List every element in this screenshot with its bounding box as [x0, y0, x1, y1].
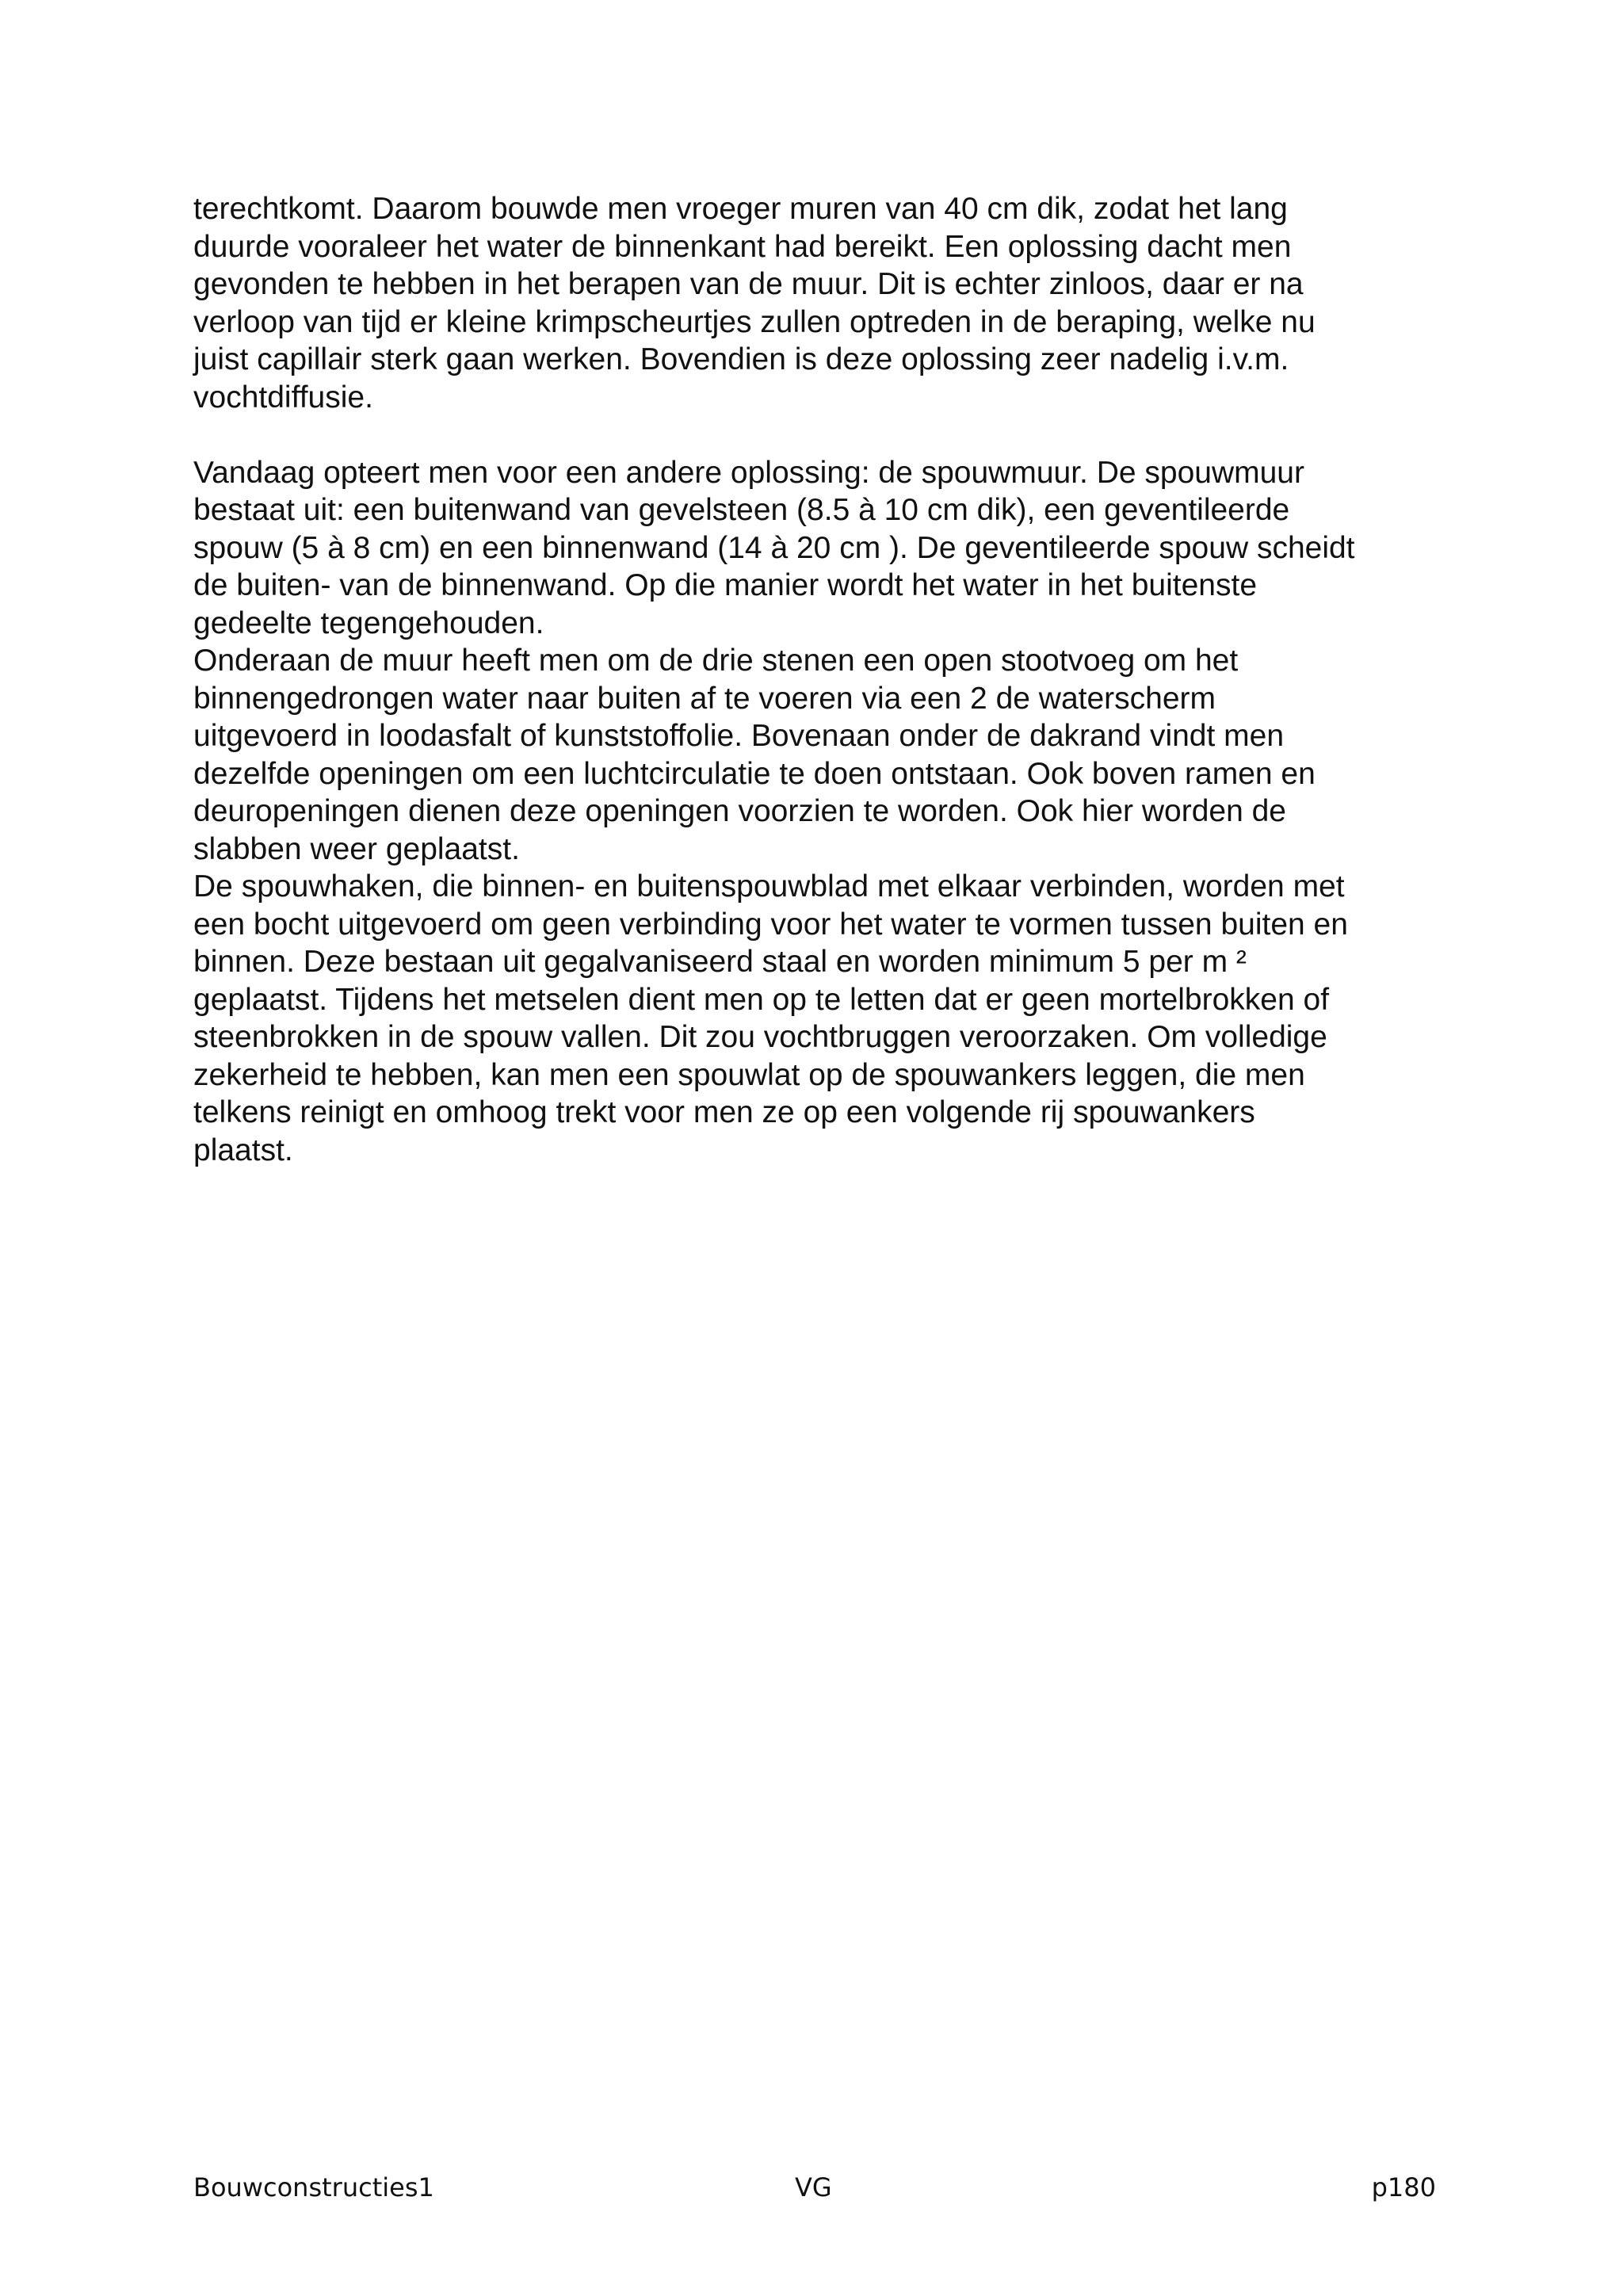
paragraph	[193, 642, 1445, 868]
text-line: vochtdiffusie.	[193, 380, 373, 415]
text-line: terechtkomt. Daarom bouwde men vroeger muren van 40 cm dik, zodat het lang	[193, 192, 1288, 226]
footer-course-title: Bouwconstructies1	[193, 2172, 434, 2202]
paragraph	[193, 868, 1445, 1169]
text-line: spouw (5 à 8 cm) en een binnenwand (14 à 20 cm ). De geventileerde spouw scheidt	[193, 530, 1355, 565]
footer-page-number: p180	[1371, 2172, 1436, 2202]
text-line: Vandaag opteert men voor een andere oplossing: de spouwmuur. De spouwmuur	[193, 455, 1304, 490]
text-line: telkens reinigt en omhoog trekt voor men ze op een volgende rij spouwankers	[193, 1095, 1255, 1129]
text-line: binnengedrongen water naar buiten af te voeren via een 2 de waterscherm	[193, 681, 1216, 716]
paragraph	[193, 190, 1445, 416]
text-line: slabben weer geplaatst.	[193, 831, 520, 866]
text-line: een bocht uitgevoerd om geen verbinding voor het water te vormen tussen buiten en	[193, 907, 1348, 942]
text-line: uitgevoerd in loodasfalt of kunststoffolie. Bovenaan onder de dakrand vindt men	[193, 719, 1285, 753]
text-line: verloop van tijd er kleine krimpscheurtjes zullen optreden in de beraping, welke nu	[193, 304, 1316, 339]
text-line: gedeelte tegengehouden.	[193, 606, 544, 640]
text-line: binnen. Deze bestaan uit gegalvaniseerd staal en worden minimum 5 per m ²	[193, 945, 1247, 979]
paragraph	[193, 454, 1445, 643]
text-line: zekerheid te hebben, kan men een spouwlat op de spouwankers leggen, die men	[193, 1057, 1305, 1092]
text-line: dezelfde openingen om een luchtcirculatie te doen ontstaan. Ook boven ramen en	[193, 756, 1316, 791]
text-line: de buiten- van de binnenwand. Op die manier wordt het water in het buitenste	[193, 568, 1258, 602]
footer-author-initials: VG	[795, 2172, 832, 2202]
text-line: steenbrokken in de spouw vallen. Dit zou vochtbruggen veroorzaken. Om volledige	[193, 1020, 1327, 1054]
text-line: gevonden te hebben in het berapen van de muur. Dit is echter zinloos, daar er na	[193, 267, 1304, 301]
paragraph-spacer	[193, 416, 1445, 454]
body-text	[193, 190, 1445, 1169]
text-line: deuropeningen dienen deze openingen voorzien te worden. Ook hier worden de	[193, 794, 1286, 828]
text-line: Onderaan de muur heeft men om de drie stenen een open stootvoeg om het	[193, 644, 1239, 678]
text-line: De spouwhaken, die binnen- en buitenspouwblad met elkaar verbinden, worden met	[193, 869, 1345, 904]
text-line: duurde vooraleer het water de binnenkant had bereikt. Een oplossing dacht men	[193, 229, 1292, 264]
text-line: geplaatst. Tijdens het metselen dient men op te letten dat er geen mortelbrokken of	[193, 982, 1330, 1017]
text-line: bestaat uit: een buitenwand van gevelsteen (8.5 à 10 cm dik), een geventileerde	[193, 493, 1290, 527]
text-line: plaatst.	[193, 1133, 293, 1167]
text-line: juist capillair sterk gaan werken. Bovendien is deze oplossing zeer nadelig i.v.m.	[193, 342, 1289, 376]
